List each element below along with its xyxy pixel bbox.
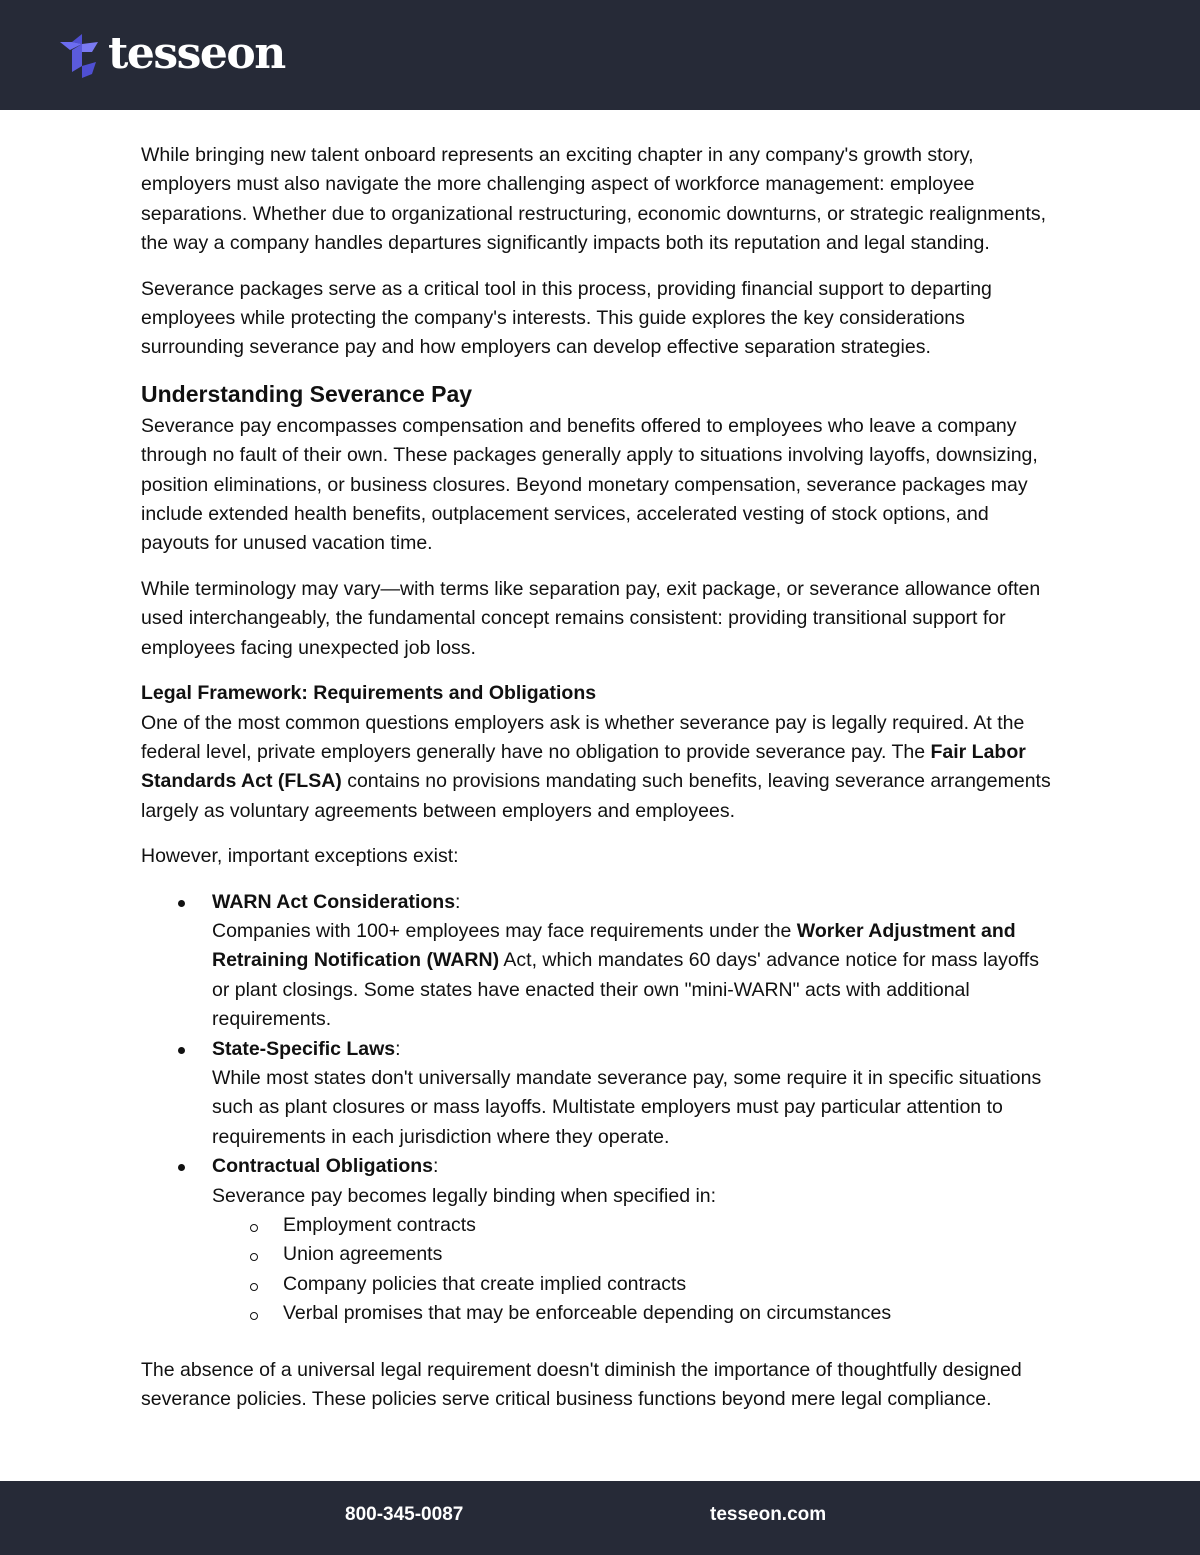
bullet-text: Severance pay becomes legally binding when specified in:	[212, 1184, 717, 1207]
bullet-text: While most states don't universally mandate severance pay, some require it in specific situations such as plant closures or mass layoffs. Multistate employers must pay particular attention to requirements in each jurisdiction where they operate.	[212, 1066, 1042, 1148]
page-header	[0, 0, 1200, 110]
contractual-sublist	[212, 1211, 1061, 1329]
list-item-contractual: Contractual Obligations: Severance pay becomes legally binding when specified in: Employment contracts Union agreements Company policies that create implied contracts Verbal promises that may be enforceable depending on circumstances	[212, 1152, 1061, 1328]
list-item-state-laws: State-Specific Laws: While most states don't universally mandate severance pay, some require it in specific situations such as plant closures or mass layoffs. Multistate employers must pay particular attention to requirements in each jurisdiction where they operate.	[212, 1035, 1061, 1153]
spacer	[141, 1329, 1061, 1356]
bullet-title: WARN Act Considerations	[212, 890, 456, 913]
sub-list-item: Union agreements	[283, 1240, 1061, 1269]
bullet-title: State-Specific Laws	[212, 1037, 396, 1060]
intro-paragraph-2: Severance packages serve as a critical tool in this process, providing financial support to departing employees while protecting the company's interests. This guide explores the key considerations surrounding severance pay and how employers can develop effective separation strategies.	[141, 277, 992, 359]
legal-framework-heading: Legal Framework: Requirements and Obligations	[141, 682, 597, 705]
footer-phone[interactable]: 800-345-0087	[345, 1504, 464, 1525]
logo-wordmark: tesseon	[108, 28, 285, 79]
intro-paragraph-1: While bringing new talent onboard represents an exciting chapter in any company's growth story, employers must also navigate the more challenging aspect of workforce management: employee separations. Whether due to organizational restructuring, economic downturns, or strategic realignments, the way a company handles departures significantly impacts both its reputation and legal standing.	[141, 144, 1047, 255]
page-footer	[0, 1481, 1200, 1555]
bullet-text: Act, which mandates 60 days' advance notice for mass layoffs or plant closings. Some states have enacted their own "mini-WARN" acts with additional requirements.	[212, 949, 1039, 1031]
understanding-paragraph-1: Severance pay encompasses compensation and benefits offered to employees who leave a company through no fault of their own. These packages generally apply to situations involving layoffs, downsizing, position eliminations, or business closures. Beyond monetary compensation, severance packages may include extended health benefits, outplacement services, accelerated vesting of stock options, and payouts for unused vacation time.	[141, 414, 1038, 555]
sub-list-item: Company policies that create implied contracts	[283, 1270, 1061, 1299]
bullet-title: Contractual Obligations	[212, 1155, 434, 1178]
article-body	[141, 141, 1061, 1414]
bullet-text: Companies with 100+ employees may face requirements under the	[212, 919, 797, 942]
flsa-bold-term: Fair Labor Standards Act (FLSA)	[141, 740, 1026, 793]
sub-list-item: Verbal promises that may be enforceable depending on circumstances	[283, 1299, 1061, 1328]
legal-paragraph-text: contains no provisions mandating such benefits, leaving severance arrangements largely as voluntary agreements between employers and employees.	[141, 770, 1051, 822]
tesseon-logo[interactable]	[58, 30, 285, 78]
footer-website-link[interactable]: tesseon.com	[710, 1504, 827, 1525]
exceptions-list	[141, 888, 1061, 1329]
legal-paragraph-text: One of the most common questions employers ask is whether severance pay is legally required. At the federal level, private employers generally have no obligation to provide severance pay. The	[141, 711, 1025, 763]
understanding-paragraph-2: While terminology may vary—with terms like separation pay, exit package, or severance allowance often used interchangeably, the fundamental concept remains consistent: providing transitional support for employees facing unexpected job loss.	[141, 577, 1041, 659]
exceptions-intro: However, important exceptions exist:	[141, 845, 459, 868]
closing-paragraph: The absence of a universal legal requirement doesn't diminish the importance of thoughtfully designed severance policies. These policies serve critical business functions beyond mere legal compliance.	[141, 1358, 1022, 1411]
understanding-heading: Understanding Severance Pay	[141, 380, 473, 407]
sub-list-item: Employment contracts	[283, 1211, 1061, 1240]
warn-bold-term: Worker Adjustment and Retraining Notification (WARN)	[212, 919, 1016, 972]
tesseon-logo-mark-icon	[58, 30, 100, 78]
list-item-warn-act: WARN Act Considerations: Companies with 100+ employees may face requirements under the Worker Adjustment and Retraining Notification (WARN) Act, which mandates 60 days' advance notice for mass layoffs or plant closings. Some states have enacted their own "mini-WARN" acts with additional requirements.	[212, 888, 1061, 1035]
legal-paragraph-1	[141, 709, 1061, 827]
